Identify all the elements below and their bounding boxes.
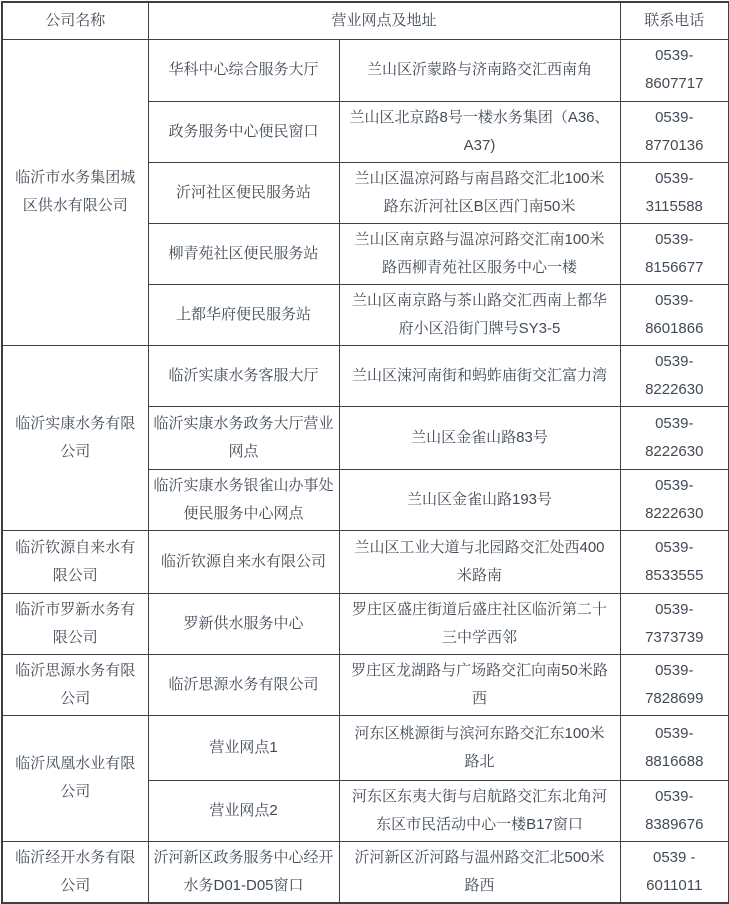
branch-name-cell: 上都华府便民服务站 [148,284,339,345]
branch-address-cell: 兰山区工业大道与北园路交汇处西400米路南 [339,530,620,593]
company-name-cell: 临沂市罗新水务有限公司 [2,593,148,654]
branch-name-cell: 营业网点2 [148,780,339,841]
branch-phone-cell: 0539-8222630 [620,469,729,530]
branch-phone-cell: 0539-8770136 [620,101,729,162]
branch-phone-cell: 0539-8533555 [620,530,729,593]
branch-phone-cell: 0539-8389676 [620,780,729,841]
branch-name-cell: 沂河社区便民服务站 [148,162,339,223]
branch-address-cell: 罗庄区龙湖路与广场路交汇向南50米路西 [339,654,620,715]
company-name-cell: 临沂钦源自来水有限公司 [2,530,148,593]
branch-phone-cell: 0539 - 6011011 [620,841,729,903]
branch-name-cell: 沂河新区政务服务中心经开水务D01-D05窗口 [148,841,339,903]
column-header-company: 公司名称 [2,2,148,39]
table-row [2,345,729,406]
branch-address-cell: 兰山区温凉河路与南昌路交汇北100米路东沂河社区B区西门南50米 [339,162,620,223]
table-row [2,715,729,780]
water-companies-table [1,1,729,904]
branch-name-cell: 华科中心综合服务大厅 [148,39,339,101]
table-row [2,593,729,654]
column-header-network-address: 营业网点及地址 [148,2,620,39]
branch-address-cell: 沂河新区沂河路与温州路交汇北500米路西 [339,841,620,903]
company-name-cell: 临沂凤凰水业有限公司 [2,715,148,841]
branch-address-cell: 兰山区涑河南街和蚂蚱庙街交汇富力湾 [339,345,620,406]
branch-address-cell: 兰山区金雀山路83号 [339,406,620,469]
company-name-cell: 临沂思源水务有限公司 [2,654,148,715]
company-name-cell: 临沂市水务集团城区供水有限公司 [2,39,148,345]
branch-name-cell: 临沂实康水务银雀山办事处便民服务中心网点 [148,469,339,530]
branch-name-cell: 临沂思源水务有限公司 [148,654,339,715]
branch-phone-cell: 0539-8601866 [620,284,729,345]
branch-address-cell: 兰山区沂蒙路与济南路交汇西南角 [339,39,620,101]
branch-address-cell: 兰山区南京路与温凉河路交汇南100米路西柳青苑社区服务中心一楼 [339,223,620,284]
branch-phone-cell: 0539-8816688 [620,715,729,780]
branch-address-cell: 兰山区金雀山路193号 [339,469,620,530]
branch-name-cell: 临沂实康水务客服大厅 [148,345,339,406]
column-header-phone: 联系电话 [620,2,729,39]
branch-name-cell: 临沂钦源自来水有限公司 [148,530,339,593]
table-row [2,654,729,715]
branch-name-cell: 营业网点1 [148,715,339,780]
branch-phone-cell: 0539-8156677 [620,223,729,284]
header-row [2,2,729,39]
company-name-cell: 临沂实康水务有限公司 [2,345,148,530]
branch-address-cell: 河东区东夷大街与启航路交汇东北角河东区市民活动中心一楼B17窗口 [339,780,620,841]
branch-name-cell: 罗新供水服务中心 [148,593,339,654]
branch-address-cell: 罗庄区盛庄街道后盛庄社区临沂第二十三中学西邻 [339,593,620,654]
table-row [2,39,729,101]
branch-phone-cell: 0539-8607717 [620,39,729,101]
branch-name-cell: 政务服务中心便民窗口 [148,101,339,162]
branch-phone-cell: 0539-3115588 [620,162,729,223]
branch-phone-cell: 0539-8222630 [620,345,729,406]
branch-phone-cell: 0539-7828699 [620,654,729,715]
branch-phone-cell: 0539-7373739 [620,593,729,654]
table-row [2,530,729,593]
branch-phone-cell: 0539-8222630 [620,406,729,469]
branch-address-cell: 兰山区北京路8号一楼水务集团（A36、A37) [339,101,620,162]
branch-name-cell: 临沂实康水务政务大厅营业网点 [148,406,339,469]
branch-name-cell: 柳青苑社区便民服务站 [148,223,339,284]
company-name-cell: 临沂经开水务有限公司 [2,841,148,903]
branch-address-cell: 河东区桃源街与滨河东路交汇东100米路北 [339,715,620,780]
branch-address-cell: 兰山区南京路与茶山路交汇西南上都华府小区沿街门牌号SY3-5 [339,284,620,345]
